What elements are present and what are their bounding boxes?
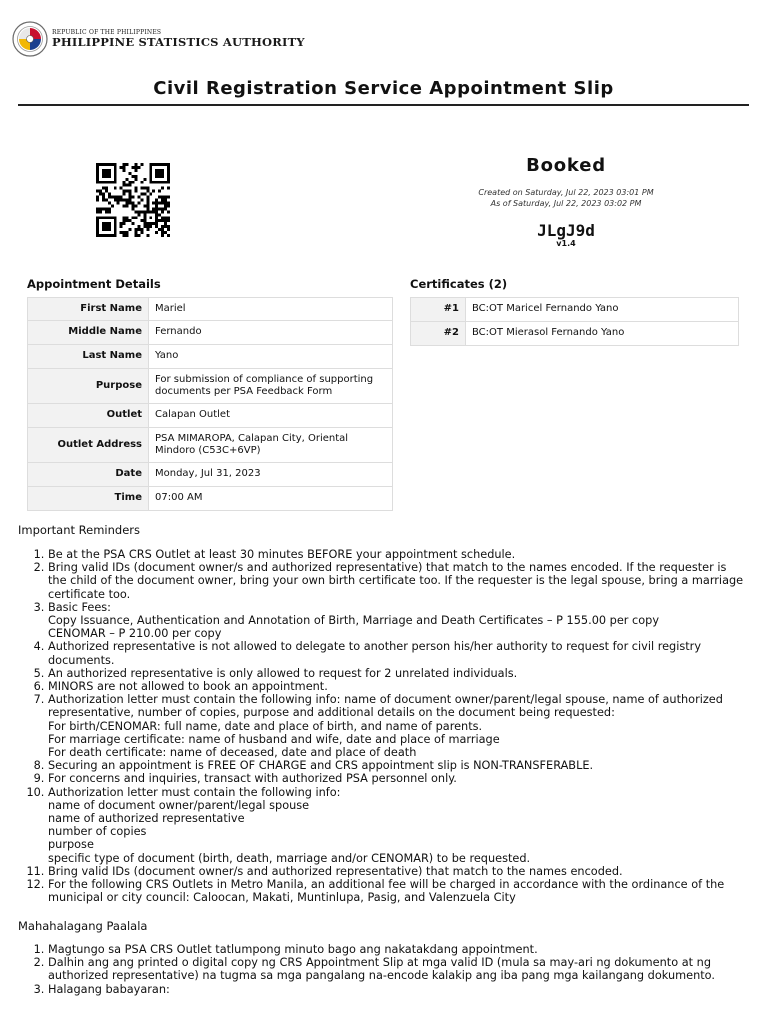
- appointment-details-heading: Appointment Details: [27, 277, 161, 291]
- reminders-item-line: Copy Issuance, Authentication and Annotation of Birth, Marriage and Death Certificates – P 155.00 per copy: [48, 614, 660, 628]
- reminders-item-line: 10. Authorization letter must contain the following info:: [48, 785, 341, 799]
- reminders-item: [48, 772, 746, 785]
- psa-header: [12, 16, 305, 62]
- appointment-table: [27, 297, 393, 511]
- reminders-item-line: 4. Authorized representative is not allowed to delegate to another person his/her authority to request for civil registry documents.: [48, 640, 702, 667]
- reminders-item-line: CENOMAR – P 210.00 per copy: [48, 627, 222, 641]
- status-badge: Booked: [526, 155, 606, 176]
- paalala-item-line: 3. Halagang babayaran:: [48, 982, 170, 996]
- reminders-item-line: 1. Be at the PSA CRS Outlet at least 30 minutes BEFORE your appointment schedule.: [48, 548, 516, 561]
- reminders-item-line: 2. Bring valid IDs (document owner/s and authorized representative) that match to the names encoded. If the requester is the child of the document owner, bring your own birth certificate too. If the requester is the legal spouse, bring a marriage certificate too.: [48, 561, 744, 601]
- reminders-item-line: 11. Bring valid IDs (document owner/s and authorized representative) that match to the names encoded.: [48, 864, 623, 878]
- certificate-number: #2: [411, 322, 466, 346]
- reminders-item: [48, 680, 746, 693]
- reminders-item: [48, 786, 746, 865]
- certificates-heading: Certificates (2): [410, 277, 508, 291]
- qr-code: [96, 163, 170, 237]
- appointment-field-value: Monday, Jul 31, 2023: [149, 463, 393, 487]
- reminders-item-line: name of authorized representative: [48, 812, 245, 826]
- republic-label: REPUBLIC OF THE PHILIPPINES: [52, 28, 162, 36]
- reminders-item: [48, 878, 746, 904]
- appointment-field-value: 07:00 AM: [149, 487, 393, 511]
- reminders-item-line: purpose: [48, 838, 94, 852]
- reminders-item-line: specific type of document (birth, death, marriage and/or CENOMAR) to be requested.: [48, 851, 531, 865]
- paalala-heading: Mahahalagang Paalala: [18, 919, 148, 933]
- appointment-row: [28, 463, 393, 487]
- reminders-item: [48, 865, 746, 878]
- reminders-item: [48, 759, 746, 772]
- paalala-item: [48, 956, 746, 982]
- appointment-row: [28, 404, 393, 428]
- reminders-item-line: 6. MINORS are not allowed to book an appointment.: [48, 680, 328, 694]
- appointment-field-label: Outlet Address: [28, 428, 149, 463]
- certificate-row: [411, 322, 739, 346]
- reminders-item: [48, 561, 746, 601]
- reminders-item-line: For birth/CENOMAR: full name, date and place of birth, and name of parents.: [48, 719, 483, 733]
- reminders-item: [48, 693, 746, 759]
- appointment-field-value: PSA MIMAROPA, Calapan City, Oriental Mindoro (C53C+6VP): [149, 428, 393, 463]
- paalala-item-line: 2. Dalhin ang ang printed o digital copy ng CRS Appointment Slip at mga valid ID (mula sa may-ari ng dokumento at ng authorized representative) na tugma sa mga pangalang na-encode kalakip ang iba pang mga kailangang dokumento.: [48, 956, 715, 983]
- appointment-field-value: Fernando: [149, 321, 393, 345]
- appointment-field-label: Outlet: [28, 404, 149, 428]
- reminders-item-line: 5. An authorized representative is only allowed to request for 2 unrelated individuals.: [48, 666, 518, 680]
- reminders-item-line: 9. For concerns and inquiries, transact with authorized PSA personnel only.: [48, 772, 457, 786]
- appointment-field-value: For submission of compliance of supporting documents per PSA Feedback Form: [149, 369, 393, 404]
- reminders-list: [18, 548, 746, 904]
- appointment-field-label: Purpose: [28, 369, 149, 404]
- created-timestamp: Created on Saturday, Jul 22, 2023 03:01 PM: [478, 188, 654, 197]
- appointment-row: [28, 298, 393, 321]
- paalala-item-line: 1. Magtungo sa PSA CRS Outlet tatlumpong minuto bago ang nakatakdang appointment.: [48, 943, 538, 956]
- appointment-row: [28, 345, 393, 369]
- reminders-item-line: 3. Basic Fees:: [48, 600, 111, 614]
- reminders-item: [48, 640, 746, 666]
- appointment-field-value: Yano: [149, 345, 393, 369]
- reminders-heading: Important Reminders: [18, 523, 140, 537]
- page-title: Civil Registration Service Appointment Slip: [18, 78, 749, 106]
- appointment-field-label: Last Name: [28, 345, 149, 369]
- appointment-row: [28, 369, 393, 404]
- psa-seal-logo: [12, 21, 48, 57]
- appointment-field-value: Mariel: [149, 298, 393, 321]
- appointment-row: [28, 428, 393, 463]
- reminders-item-line: number of copies: [48, 825, 147, 839]
- certificate-number: #1: [411, 298, 466, 322]
- paalala-item: [48, 983, 746, 996]
- version-label: v1.4: [556, 239, 576, 248]
- reminders-item-line: For marriage certificate: name of husband and wife, date and place of marriage: [48, 732, 500, 746]
- appointment-field-label: Date: [28, 463, 149, 487]
- certificates-table: [410, 297, 739, 346]
- reminders-item-line: 8. Securing an appointment is FREE OF CHARGE and CRS appointment slip is NON-TRANSFERABLE.: [48, 759, 594, 773]
- reminders-item: [48, 667, 746, 680]
- org-name: PHILIPPINE STATISTICS AUTHORITY: [52, 34, 305, 49]
- reminders-item-line: 12. For the following CRS Outlets in Metro Manila, an additional fee will be charged in accordance with the ordinance of the municipal or city council: Caloocan, Makati, Muntinlupa, Pasig, and Valenzuela City: [48, 878, 725, 905]
- appointment-field-label: Middle Name: [28, 321, 149, 345]
- appointment-row: [28, 487, 393, 511]
- reference-code: JLgJ9d: [537, 221, 595, 240]
- reminders-item-line: name of document owner/parent/legal spouse: [48, 798, 310, 812]
- certificate-value: BC:OT Maricel Fernando Yano: [466, 298, 739, 322]
- reminders-item-line: For death certificate: name of deceased, date and place of death: [48, 746, 417, 760]
- paalala-item: [48, 943, 746, 956]
- appointment-field-value: Calapan Outlet: [149, 404, 393, 428]
- reminders-item-line: 7. Authorization letter must contain the following info: name of document owner/parent/legal spouse, name of authorized representative, number of copies, purpose and additional details on the document being requested:: [48, 693, 723, 720]
- appointment-field-label: Time: [28, 487, 149, 511]
- certificate-row: [411, 298, 739, 322]
- certificate-value: BC:OT Mierasol Fernando Yano: [466, 322, 739, 346]
- paalala-list: [18, 943, 746, 996]
- appointment-row: [28, 321, 393, 345]
- reminders-item: [48, 548, 746, 561]
- reminders-item: [48, 601, 746, 641]
- appointment-field-label: First Name: [28, 298, 149, 321]
- asof-timestamp: As of Saturday, Jul 22, 2023 03:02 PM: [490, 199, 642, 208]
